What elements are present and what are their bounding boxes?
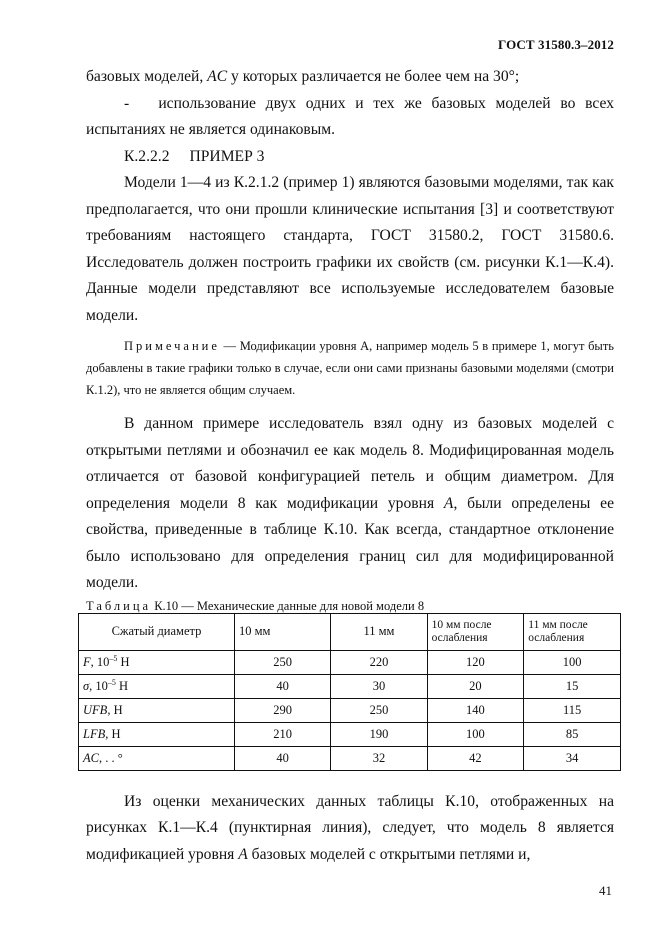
header-cell: Сжатый диаметр <box>79 613 235 650</box>
table-row <box>79 674 621 698</box>
section-number: К.2.2.2 <box>124 147 170 165</box>
text-run-italic: А <box>238 845 248 863</box>
bullet-text: использование двух одних и тех же базовых моделей во всех испытаниях не является одинаковым. <box>86 94 614 138</box>
table-cell: 30 <box>331 674 427 698</box>
table-cell: 32 <box>331 746 427 770</box>
header-cell: 11 мм после ослабления <box>524 613 621 650</box>
text-run-italic: AC <box>207 68 228 85</box>
table-row <box>79 650 621 674</box>
row-label: σ, $10^{-5}$ Н <box>79 674 235 698</box>
note-label: Примечание <box>124 339 220 353</box>
table-cell: 100 <box>524 650 621 674</box>
row-label: LFB, Н <box>79 722 235 746</box>
table-cell: 250 <box>234 650 330 674</box>
text-run: базовых моделей, <box>86 68 208 85</box>
bullet-item <box>86 91 614 144</box>
table-header-row <box>79 613 621 650</box>
header-cell: 11 мм <box>331 613 427 650</box>
note <box>86 335 614 401</box>
section-heading <box>86 144 614 171</box>
table-cell: 40 <box>234 746 330 770</box>
table-cell: 140 <box>427 698 524 722</box>
table-caption-label: Таблица <box>86 598 152 613</box>
page-number: 41 <box>599 883 612 898</box>
paragraph-models: Модели 1—4 из К.2.1.2 (пример 1) являются базовыми моделями, так как предполагается, что они прошли клинические испытания [3] и соответствуют требованиям настоящего стандарта, ГОСТ 31580.2, ГОСТ 31580.6. Исследователь должен построить графики их свойств (см. рисунки К.1—К.4). Данные модели представляют все используемые исследователем базовые модели. <box>86 174 614 324</box>
table-caption <box>86 599 614 613</box>
table-cell: 15 <box>524 674 621 698</box>
header-cell: 10 мм после ослабления <box>427 613 524 650</box>
table-cell: 220 <box>331 650 427 674</box>
text-run: базовых моделей с открытыми петлями и, <box>247 845 531 863</box>
text-run: В данном примере исследователь взял одну из базовых моделей с открытыми петлями и обозначил ее как модель 8. Модифицированная модель отличается от базовой конфигурацией петель и общим диаметром. Для определения модели 8 как модификации уровня <box>86 415 614 512</box>
table-cell: 100 <box>427 722 524 746</box>
table-caption-text: К.10 — Механические данные для новой модели 8 <box>151 598 425 613</box>
text-run: у которых различается не более чем на 30°; <box>227 68 520 85</box>
section-title: ПРИМЕР 3 <box>189 147 265 165</box>
header-cell: 10 мм <box>234 613 330 650</box>
row-label: UFB, Н <box>79 698 235 722</box>
paragraph-example <box>86 411 614 597</box>
table-cell: 120 <box>427 650 524 674</box>
table-cell: 20 <box>427 674 524 698</box>
table-cell: 250 <box>331 698 427 722</box>
table-cell: 34 <box>524 746 621 770</box>
text-run: Из оценки механических данных таблицы К.10, отображенных на рисунках К.1—К.4 (пунктирная линия), следует, что модель 8 является модификацией уровня <box>86 792 614 863</box>
text-run-italic: A <box>443 494 454 512</box>
mechanical-data-table <box>78 613 621 771</box>
bullet-dash: - <box>124 94 130 112</box>
table-row <box>79 746 621 770</box>
table-cell: 290 <box>234 698 330 722</box>
table-row <box>79 722 621 746</box>
row-label: AC, . . ° <box>79 746 235 770</box>
table-cell: 85 <box>524 722 621 746</box>
table-cell: 210 <box>234 722 330 746</box>
table-cell: 115 <box>524 698 621 722</box>
document-header: ГОСТ 31580.3–2012 <box>498 37 614 52</box>
table-row <box>79 698 621 722</box>
page-content <box>83 64 614 868</box>
table-cell: 42 <box>427 746 524 770</box>
table-cell: 40 <box>234 674 330 698</box>
note-text: — Модификации уровня А, например модель 5 в примере 1, могут быть добавлены в такие графики только в случае, если они сами признаны базовыми моделями (смотри К.1.2), что не является общим случаем. <box>86 339 614 397</box>
row-label: F, $10^{-5}$ Н <box>79 650 235 674</box>
paragraph-continuation <box>86 64 614 91</box>
paragraph-conclusion <box>86 789 614 869</box>
table-cell: 190 <box>331 722 427 746</box>
text-run: , были определены ее свойства, приведенные в таблице К.10. Как всегда, стандартное отклонение было использовано для определения границ сил для модифицированной модели. <box>86 494 614 591</box>
